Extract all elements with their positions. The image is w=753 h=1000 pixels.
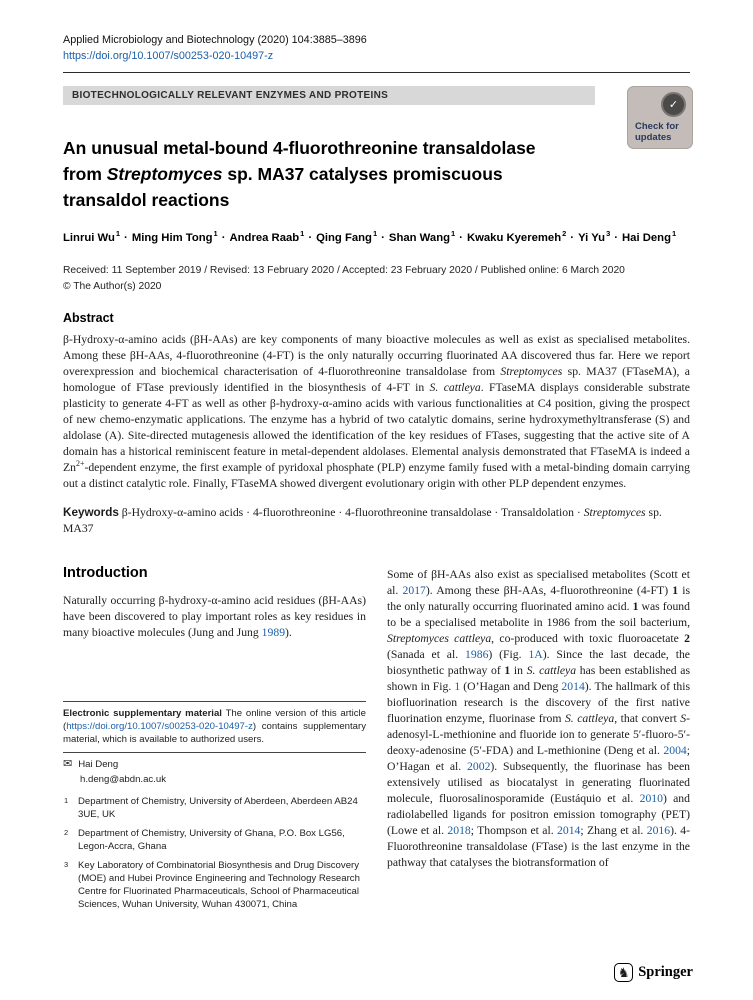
author-name: Kwaku Kyeremeh$^2$ [466, 229, 567, 244]
author-separator: · [221, 231, 226, 244]
article-history: Received: 11 September 2019 / Revised: 13 February 2020 / Accepted: 23 February 2020 / Published online: 6 March 2020 [63, 264, 625, 276]
section-banner: BIOTECHNOLOGICALLY RELEVANT ENZYMES AND PROTEINS [63, 86, 595, 105]
text-run: from [63, 164, 107, 184]
text-run: ; Thompson et al. [470, 823, 558, 837]
first-page-footnotes [63, 701, 366, 911]
text-run: -adenosyl-L-methionine and fluoride ion to generate 5′-fluoro-5′-deoxy-adenosine (5′-FDA) and L-methionine (Deng et al. [387, 711, 690, 757]
inline-link[interactable]: 2017 [402, 583, 426, 597]
text-run: ) contains supplementary material, which is available to authorized users. [63, 720, 366, 745]
text-run: sp. MA37 (FTaseMA), a homologue of FTase previously identified in the biosynthesis of 4-FT in [63, 364, 690, 394]
text-run: β-Hydroxy-α-amino acids (βH-AAs) are key components of many bioactive molecules as well as exist as specialised metabolites. Among these βH-AAs, 4-fluorothreonine (4-FT) is the only naturally occurring fluorinated AA discovered thus far. Here we report overexpression and biochemical characterisation of 4-fluorothreonine transaldolase from [63, 332, 690, 378]
text-run: 1 [672, 583, 679, 597]
text-run: (O’Hagan and Deng [460, 679, 562, 693]
text-run: sp. MA37 [63, 505, 662, 535]
author-name: Qing Fang$^1$ [316, 229, 378, 244]
corresponding-author-name: Hai Deng [78, 758, 119, 770]
author-name: Hai Deng$^1$ [622, 229, 677, 244]
affiliation [63, 795, 366, 821]
text-run: was found to be a specialised metabolite in 1986 from the soil bacterium, [387, 599, 690, 629]
abstract-heading: Abstract [63, 310, 114, 325]
text-run: 1 [632, 599, 639, 613]
author-name: Linrui Wu$^1$ [63, 229, 121, 244]
text-run: 2 [684, 631, 690, 645]
inline-link[interactable]: 2018 [447, 823, 471, 837]
text-run: Streptomyces [106, 164, 223, 184]
affiliation [63, 827, 366, 853]
text-run: , co-produced with toxic fluoroacetate [491, 631, 685, 645]
inline-link[interactable]: 2014 [557, 823, 581, 837]
doi-link[interactable]: https://doi.org/10.1007/s00253-020-10497-z [63, 50, 274, 62]
text-run: 1 [504, 663, 511, 677]
crossmark-icon [661, 92, 686, 117]
text-run: S. cattleya [526, 663, 577, 677]
author-name: Yi Yu$^3$ [578, 229, 611, 244]
correspondence-block [63, 758, 366, 786]
header-divider [63, 72, 690, 73]
two-column-body [63, 565, 690, 911]
text-run: Streptomyces [500, 364, 563, 378]
author-name: Ming Him Tong$^1$ [131, 229, 218, 244]
author-separator: · [459, 231, 463, 244]
inline-link[interactable]: 1A [528, 647, 543, 661]
text-run: The online version of this article ( [63, 707, 366, 732]
author-separator: · [381, 231, 385, 244]
text-run: ). [285, 625, 292, 639]
esm-note [63, 707, 366, 746]
springer-knight-icon: ♞ [614, 963, 633, 982]
inline-link[interactable]: 2004 [663, 743, 687, 757]
check-updates-badge[interactable] [627, 86, 693, 149]
text-run: ). The hallmark of this biofluorination research is the discovery of the first native fluorination enzyme, fluorinase from [387, 679, 691, 725]
inline-link[interactable]: https://doi.org/10.1007/s00253-020-10497-z [66, 720, 253, 732]
springer-logo [614, 963, 693, 982]
text-run: Streptomyces cattleya [387, 631, 492, 645]
check-updates-label: Check for updates [635, 121, 679, 143]
text-run: ). Subsequently, the fluorinase has been extensively utilised as biocatalyst in generating fluorinated molecule, fluorosalinosporamide (Eustáquio et al. [387, 759, 690, 805]
text-run: Electronic supplementary material [63, 707, 222, 719]
text-run: Keywords [63, 505, 119, 519]
inline-link[interactable]: 2010 [639, 791, 663, 805]
author-separator: · [570, 231, 575, 244]
text-run: transaldol reactions [63, 190, 230, 210]
author-separator: · [124, 231, 128, 244]
copyright-line: © The Author(s) 2020 [63, 280, 162, 292]
left-column [63, 565, 366, 911]
text-run: (Sanada et al. [387, 647, 466, 661]
envelope-icon: ✉ [63, 757, 73, 770]
inline-link[interactable]: 2016 [646, 823, 671, 837]
keywords-line [63, 505, 690, 537]
introduction-heading: Introduction [63, 564, 148, 581]
author-separator: · [308, 231, 313, 244]
affiliation-text: Department of Chemistry, University of Aberdeen, Aberdeen AB24 3UE, UK [78, 795, 358, 820]
text-run: , that convert [614, 711, 681, 725]
text-run: -dependent enzyme, the first example of pyridoxal phosphate (PLP) enzyme family fused with a metal-binding domain carrying out a distinct catalytic role. Finally, FTaseMA showed divergent evolutionary origin with other PLP dependent enzymes. [63, 460, 690, 490]
article-title [63, 135, 690, 213]
journal-title-line: Applied Microbiology and Biotechnology (2020) 104:3885–3896 [63, 34, 367, 46]
inline-link[interactable]: 1 [454, 679, 461, 693]
inline-link[interactable]: 2014 [561, 679, 585, 693]
affiliation-text: Department of Chemistry, University of Ghana, P.O. Box LG56, Legon-Accra, Ghana [78, 827, 345, 852]
text-run: S. cattleya [429, 380, 481, 394]
inline-link[interactable]: 1989 [261, 625, 286, 639]
text-run: ). Since the last decade, the biosynthetic pathway of [387, 647, 690, 677]
text-run: Naturally occurring β-hydroxy-α-amino acid residues (βH-AAs) have been discovered to play important roles as key residues in many bioactive molecules (Jung and Jung [63, 593, 366, 639]
right-column [387, 565, 690, 911]
text-run: ) and radiolabelled ligands for positron emission tomography (PET) (Lowe et al. [387, 791, 690, 837]
text-run: S. cattleya [564, 711, 615, 725]
text-run: in [510, 663, 527, 677]
affiliation-number: 1 [64, 795, 69, 805]
text-run: sp. MA37 catalyses promiscuous [222, 164, 503, 184]
text-run: ). Among these βH-AAs, 4-fluorothreonine (4-FT) [425, 583, 673, 597]
abstract-text [63, 332, 690, 492]
check-icon: ✓ [668, 98, 679, 111]
author-separator: · [614, 231, 619, 244]
affiliations-list [63, 795, 366, 911]
text-run: ). 4-Fluorothreonine transaldolase (FTase) is the last enzyme in the pathway that catalyses the biotransformation of [387, 823, 691, 869]
inline-link[interactable]: 1986 [465, 647, 489, 661]
text-run: S [680, 711, 687, 725]
right-column-paragraph [387, 567, 690, 871]
affiliation-number: 3 [64, 859, 69, 869]
text-run: Some of βH-AAs also exist as specialised metabolites (Scott et al. [387, 567, 690, 597]
affiliation-number: 2 [64, 827, 69, 837]
introduction-paragraph [63, 593, 366, 641]
corresponding-author-email[interactable]: h.deng@abdn.ac.uk [80, 773, 167, 785]
text-run: An unusual metal-bound 4-fluorothreonine transaldolase [63, 138, 536, 158]
text-run: ; Zhang et al. [580, 823, 647, 837]
author-name: Shan Wang$^1$ [388, 229, 456, 244]
text-run: has been established as shown in Fig. [387, 663, 691, 693]
footnote-divider [63, 701, 366, 702]
text-run: is the only naturally occurring fluorinated amino acid. [387, 583, 691, 613]
footnote-divider [63, 752, 366, 753]
text-run: ; O’Hagan et al. [387, 743, 690, 773]
publisher-name: Springer [638, 964, 693, 980]
inline-link[interactable]: 2002 [467, 759, 491, 773]
affiliation-text: Key Laboratory of Combinatorial Biosynthesis and Drug Discovery (MOE) and Hubei Province Engineering and Technology Research Centre for Fluorinated Pharmaceuticals, School of Pharmaceutical Sciences, Wuhan University, Wuhan 430071, China [78, 859, 360, 910]
author-name: Andrea Raab$^1$ [229, 229, 305, 244]
text-run: 2+ [75, 458, 85, 468]
affiliation [63, 859, 366, 911]
text-run: β-Hydroxy-α-amino acids · 4-fluorothreonine · 4-fluorothreonine transaldolase · Transaldolation · [118, 505, 584, 519]
text-run: . FTaseMA displays considerable substrate plasticity to generate 4-FT as well as other β-hydroxy-α-amino acids with various functionalities at C4 position, giving the prospect of new chemo-enzymatic applications. The enzyme has a hybrid of two catalytic domains, serine hydroxymethyltransferase (S) and aldolase (A). Site-directed mutagenesis allowed the identification of the key residues of FTases, suggesting that the active site of A domain has a historical reminiscent feature in metal-dependent aldolases. Elemental analysis demonstrated that FTaseMA is indeed a Zn [63, 380, 690, 474]
text-run: ) (Fig. [488, 647, 529, 661]
text-run: Streptomyces [583, 505, 646, 519]
authors-line [63, 229, 690, 244]
